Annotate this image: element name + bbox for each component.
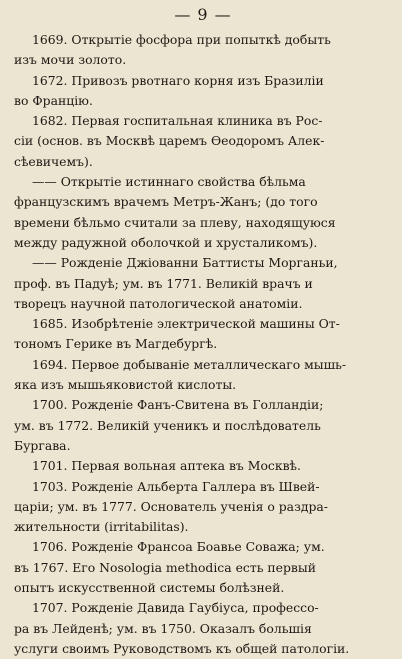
entry-cataract bbox=[14, 172, 392, 253]
entry-line: 1694. Первое добываніе металлическаго мышь- bbox=[32, 356, 347, 372]
entry-line: яка изъ мышьяковистой кислоты. bbox=[14, 377, 237, 393]
entry-1682 bbox=[14, 111, 392, 172]
entry-line: сѣевичемъ). bbox=[14, 153, 93, 169]
entry-1703 bbox=[14, 477, 392, 538]
entry-1694 bbox=[14, 355, 392, 396]
entry-line: проф. въ Падуѣ; ум. въ 1771. Великій врачъ и bbox=[14, 275, 313, 291]
entry-line: царіи; ум. въ 1777. Основатель ученія о раздра- bbox=[14, 498, 328, 514]
entry-line: 1672. Привозъ рвотнаго корня изъ Бразиліи bbox=[32, 72, 324, 88]
entry-line: 1701. Первая вольная аптека въ Москвѣ. bbox=[32, 458, 301, 474]
entry-line: услуги своимъ Руководствомъ къ общей патологіи. bbox=[14, 640, 350, 656]
entry-line: во Францію. bbox=[14, 92, 93, 108]
entry-line: 1685. Изобрѣтеніе электрической машины От- bbox=[32, 316, 340, 332]
entry-line: ра въ Лейденѣ; ум. въ 1750. Оказалъ большія bbox=[14, 620, 312, 636]
entry-line: —— Открытіе истиннаго свойства бѣльма bbox=[32, 174, 306, 190]
entry-line: опытъ искусственной системы болѣзней. bbox=[14, 580, 285, 596]
entry-line: изъ мочи золото. bbox=[14, 52, 127, 68]
entry-morgagni bbox=[14, 253, 392, 314]
entry-line: 1703. Рожденіе Альберта Галлера въ Швей- bbox=[32, 478, 320, 494]
entry-line: времени бѣльмо считали за плеву, находящуюся bbox=[14, 214, 336, 230]
entry-line: —— Рожденіе Джіованни Баттисты Морганьи, bbox=[32, 255, 338, 271]
entry-line: тономъ Герике въ Магдебургѣ. bbox=[14, 336, 218, 352]
entry-line: творецъ научной патологической анатоміи. bbox=[14, 295, 303, 311]
entry-line: между радужной оболочкой и хрусталикомъ). bbox=[14, 234, 318, 250]
entry-line: Бургава. bbox=[14, 437, 71, 453]
entry-1672 bbox=[14, 71, 392, 112]
entry-line: французскимъ врачемъ Метръ-Жанъ; (до того bbox=[14, 194, 318, 210]
page-number: — 9 — bbox=[174, 5, 232, 24]
entry-1685 bbox=[14, 314, 392, 355]
entry-line: 1682. Первая госпитальная клиника въ Рос- bbox=[32, 113, 323, 129]
entry-line: ум. въ 1772. Великій ученикъ и послѣдователь bbox=[14, 417, 321, 433]
entry-line: 1707. Рожденіе Давида Гаубіуса, профессо- bbox=[32, 600, 319, 616]
entry-1669 bbox=[14, 30, 392, 71]
entry-line: 1700. Рожденіе Фанъ-Свитена въ Голландіи; bbox=[32, 397, 324, 413]
entry-1700 bbox=[14, 395, 392, 456]
entry-1701 bbox=[14, 456, 392, 476]
entry-line: 1669. Открытіе фосфора при попыткѣ добыть bbox=[32, 32, 331, 47]
entry-line: сіи (основ. въ Москвѣ царемъ Ѳеодоромъ Алек- bbox=[14, 133, 325, 149]
entry-line: 1706. Рожденіе Франсоа Боавье Соважа; ум. bbox=[32, 539, 325, 555]
entry-line: жительности (irritabilitas). bbox=[14, 519, 189, 535]
entry-1706 bbox=[14, 537, 392, 598]
entry-line: въ 1767. Его Nosologia methodica есть первый bbox=[14, 559, 316, 575]
